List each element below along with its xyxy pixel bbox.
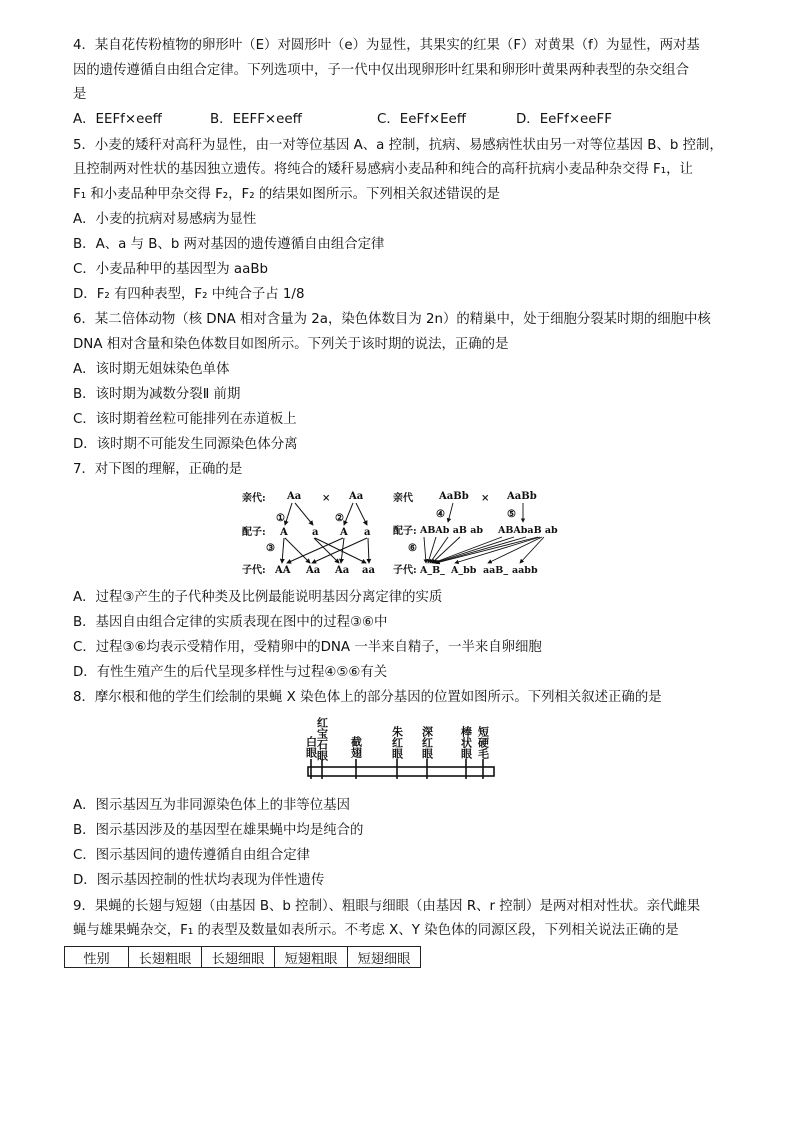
step-5: ⑤ <box>507 509 516 520</box>
dihybrid-cross <box>393 491 558 576</box>
step-6: ⑥ <box>408 543 417 554</box>
gamete-2: a <box>312 527 319 538</box>
monohybrid-cross <box>242 491 375 576</box>
q5-option-c[interactable]: C．小麦品种甲的基因型为 aaBb <box>73 262 269 277</box>
gene-label-short-bristle: 短硬毛 <box>476 726 490 759</box>
offspring-4: aa <box>362 565 375 576</box>
q7-stem-line1: 7．对下图的理解，正确的是 <box>73 462 243 477</box>
cross-sign: × <box>481 493 490 504</box>
q9-phenotype-table <box>64 946 421 968</box>
q4-stem-line3: 是 <box>73 87 87 102</box>
gene-label-carmine-eye: 深红眼 <box>420 726 434 759</box>
cross-sign: × <box>322 493 331 504</box>
q6-option-c[interactable]: C．该时期着丝粒可能排列在赤道板上 <box>73 412 297 427</box>
q4-stem-line1: 4．某自花传粉植物的卵形叶（E）对圆形叶（e）为显性，其果实的红果（F）对黄果（f）为显性，两对基 <box>73 38 700 53</box>
step-3: ③ <box>266 543 275 554</box>
q7-option-d[interactable]: D．有性生殖产生的后代呈现多样性与过程④⑤⑥有关 <box>73 665 388 680</box>
q4-option-a[interactable]: A．EEFf×eeff <box>73 112 162 127</box>
parent-label: 亲代 <box>393 493 413 504</box>
step-4: ④ <box>436 509 445 520</box>
header-short-wing-coarse-eye: 短翅粗眼 <box>275 947 348 968</box>
offspring-3: aaB_ <box>483 565 509 576</box>
gamete-1: A <box>280 527 288 538</box>
gene-label-white-eye: 白眼 <box>304 736 318 758</box>
offspring-1: A_B_ <box>420 565 445 576</box>
header-long-wing-coarse-eye: 长翅粗眼 <box>129 947 202 968</box>
gene-label-cut-wing: 截翅 <box>349 736 363 758</box>
q5-option-b[interactable]: B．A、a 与 B、b 两对基因的遗传遵循自由组合定律 <box>73 237 385 252</box>
parent-right: AaBb <box>507 491 537 502</box>
q5-option-d[interactable]: D．F₂ 有四种表型，F₂ 中纯合子占 1/8 <box>73 287 305 302</box>
q5-stem-line1: 5．小麦的矮秆对高秆为显性，由一对等位基因 A、a 控制，抗病、易感病性状由另一对等位基因 B、b 控制， <box>73 138 723 153</box>
q4-option-d[interactable]: D．EeFf×eeFF <box>516 112 612 127</box>
step-2: ② <box>335 513 344 524</box>
q4-option-b[interactable]: B．EEFF×eeff <box>210 112 302 127</box>
gamete-label: 配子: <box>242 527 266 538</box>
gametes-left: ABAb aB ab <box>420 525 484 536</box>
monohybrid-arrows <box>282 503 369 563</box>
q4-option-c[interactable]: C．EeFf×Eeff <box>377 112 467 127</box>
q5-stem-line2: 且控制两对性状的基因独立遗传。将纯合的矮秆易感病小麦品种和纯合的高秆抗病小麦品种杂交得 F₁，让 <box>73 162 693 177</box>
parent-left: Aa <box>287 491 302 502</box>
parent-right: Aa <box>349 491 364 502</box>
step-1: ① <box>276 513 285 524</box>
offspring-2: Aa <box>306 565 321 576</box>
header-long-wing-fine-eye: 长翅细眼 <box>202 947 275 968</box>
gene-label-bar-eye: 棒状眼 <box>459 726 473 759</box>
header-short-wing-fine-eye: 短翅细眼 <box>348 947 421 968</box>
q5-option-a[interactable]: A．小麦的抗病对易感病为显性 <box>73 212 257 227</box>
q7-option-b[interactable]: B．基因自由组合定律的实质表现在图中的过程③⑥中 <box>73 615 388 630</box>
gamete-label: 配子: <box>393 526 417 537</box>
q8-x-chromosome-map <box>300 716 500 784</box>
q8-option-d[interactable]: D．图示基因控制的性状均表现为伴性遗传 <box>73 873 325 888</box>
offspring-label: 子代: <box>393 565 417 576</box>
q6-option-b[interactable]: B．该时期为减数分裂Ⅱ 前期 <box>73 387 241 402</box>
header-sex: 性别 <box>65 947 129 968</box>
q9-stem-line1: 9．果蝇的长翅与短翅（由基因 B、b 控制）、粗眼与细眼（由基因 R、r 控制）是两对相对性状。亲代雌果 <box>73 899 701 914</box>
offspring-2: A_bb <box>451 565 477 576</box>
q4-options <box>73 111 633 129</box>
q7-option-a[interactable]: A．过程③产生的子代种类及比例最能说明基因分离定律的实质 <box>73 590 443 605</box>
q6-option-a[interactable]: A．该时期无姐妹染色单体 <box>73 362 230 377</box>
gene-labels <box>305 716 490 762</box>
parent-left: AaBb <box>439 491 469 502</box>
q7-option-c[interactable]: C．过程③⑥均表示受精作用，受精卵中的DNA 一半来自精子，一半来自卵细胞 <box>73 640 542 655</box>
q7-diagram <box>240 487 560 579</box>
offspring-1: AA <box>275 565 291 576</box>
offspring-3: Aa <box>335 565 350 576</box>
q5-stem-line3: F₁ 和小麦品种甲杂交得 F₂，F₂ 的结果如图所示。下列相关叙述错误的是 <box>73 187 500 202</box>
q4-stem-line2: 因的遗传遵循自由组合定律。下列选项中，子一代中仅出现卵形叶红果和卵形叶黄果两种表型的杂交组合 <box>73 63 689 78</box>
q9-stem-line2: 蝇与雄果蝇杂交，F₁ 的表型及数量如表所示。不考虑 X、Y 染色体的同源区段，下列相关说法正确的是 <box>73 923 679 938</box>
q8-stem-line1: 8．摩尔根和他的学生们绘制的果蝇 X 染色体上的部分基因的位置如图所示。下列相关叙述正确的是 <box>73 690 662 705</box>
gene-label-ruby-eye: 红宝石眼 <box>315 717 329 761</box>
q8-option-a[interactable]: A．图示基因互为非同源染色体上的非等位基因 <box>73 798 350 813</box>
gamete-3: A <box>340 527 348 538</box>
parent-label: 亲代: <box>242 493 266 504</box>
gene-label-vermilion-eye: 朱红眼 <box>390 726 404 759</box>
offspring-label: 子代: <box>242 565 266 576</box>
q8-option-c[interactable]: C．图示基因间的遗传遵循自由组合定律 <box>73 848 310 863</box>
offspring-4: aabb <box>512 565 538 576</box>
table-header-row <box>65 947 421 968</box>
gamete-4: a <box>364 527 371 538</box>
gametes-right: ABAbaB ab <box>498 525 558 536</box>
q8-option-b[interactable]: B．图示基因涉及的基因型在雄果蝇中均是纯合的 <box>73 823 364 838</box>
q6-stem-line1: 6．某二倍体动物（核 DNA 相对含量为 2a，染色体数目为 2n）的精巢中，处于细胞分裂某时期的细胞中核 <box>73 312 711 327</box>
q6-option-d[interactable]: D．该时期不可能发生同源染色体分离 <box>73 437 298 452</box>
q6-stem-line2: DNA 相对含量和染色体数目如图所示。下列关于该时期的说法，正确的是 <box>73 337 509 352</box>
